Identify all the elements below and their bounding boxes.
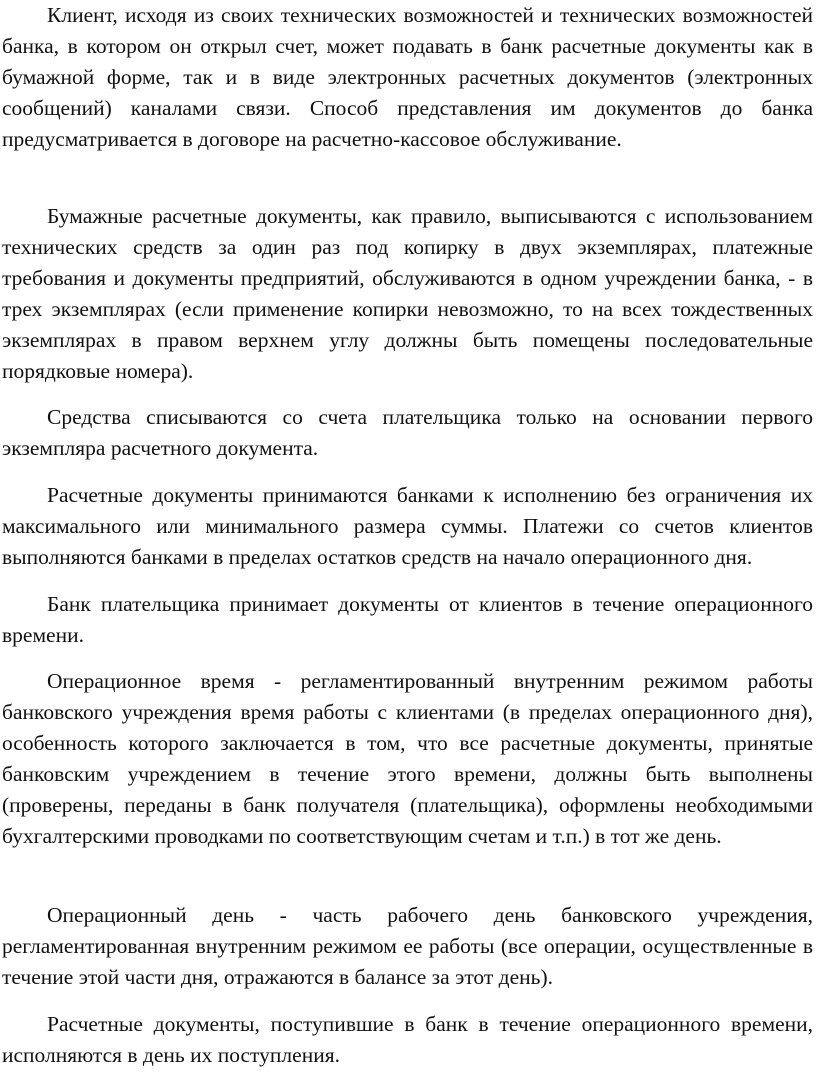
paragraph-paper-documents: Бумажные расчетные документы, как правило, выписываются с использованием технических средств за один раз под копирку в двух экземплярах, платежные требования и документы предприятий, обслуживаются в одном учреждении банка, - в трех экземплярах (если применение копирки невозможно, то на всех тождественных экземплярах в правом верхнем углу должны быть помещены последовательные порядковые номера).: [2, 204, 813, 383]
paragraph-execution: Расчетные документы, поступившие в банк в течение операционного времени, исполняются в день их поступления.: [2, 1012, 813, 1067]
paragraph-payer-bank: Банк плательщика принимает документы от клиентов в течение операционного времени.: [2, 592, 813, 647]
paragraph-acceptance: Расчетные документы принимаются банками к исполнению без ограничения их максимального или минимального размера суммы. Платежи со счетов клиентов выполняются банками в пределах остатков средств на начало операционного дня.: [2, 483, 813, 569]
paragraph-funds-debit: Средства списываются со счета плательщика только на основании первого экземпляра расчетного документа.: [2, 405, 813, 460]
paragraph-operational-time: Операционное время - регламентированный внутренним режимом работы банковского учреждения время работы с клиентами (в пределах операционного дня), особенность которого заключается в том, что все расчетные документы, принятые банковским учреждением в течение этого времени, должны быть выполнены (проверены, переданы в банк получателя (плательщика), оформлены необходимыми бухгалтерскими проводками по соответствующим счетам и т.п.) в тот же день.: [2, 669, 813, 848]
paragraph-operational-day: Операционный день - часть рабочего день банковского учреждения, регламентированная внутренним режимом ее работы (все операции, осуществленные в течение этой части дня, отражаются в балансе за этот день).: [2, 903, 813, 989]
paragraph-client-documents: Клиент, исходя из своих технических возможностей и технических возможностей банка, в котором он открыл счет, может подавать в банк расчетные документы как в бумажной форме, так и в виде электронных расчетных документов (электронных сообщений) каналами связи. Способ представления им документов до банка предусматривается в договоре на расчетно-кассовое обслуживание.: [2, 3, 813, 151]
